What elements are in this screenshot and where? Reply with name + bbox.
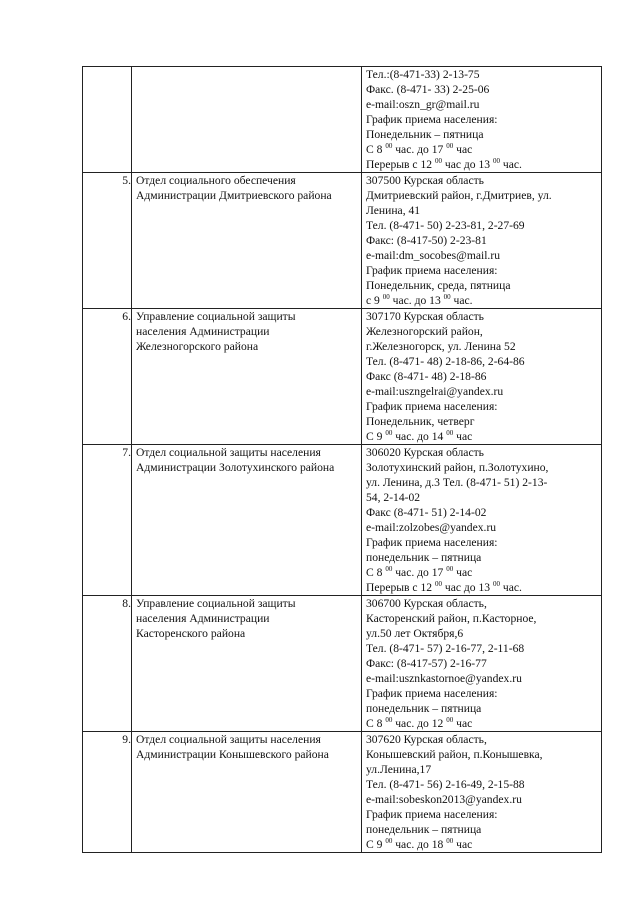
- contact-line: Тел. (8-471- 48) 2-18-86, 2-64-86: [366, 355, 525, 368]
- organization-line: Отдел социальной защиты населения: [136, 733, 321, 746]
- table-row: [83, 67, 602, 173]
- organization-name: [132, 67, 362, 173]
- contact-line: Факс: (8-417-50) 2-23-81: [366, 234, 487, 247]
- organization-line: населения Администрации: [136, 612, 270, 625]
- row-number: [83, 67, 132, 173]
- contact-line: Тел. (8-471- 57) 2-16-77, 2-11-68: [366, 642, 525, 655]
- contact-details: [362, 445, 602, 596]
- contact-line: понедельник – пятница: [366, 823, 482, 836]
- row-number: 5.: [83, 173, 132, 309]
- contact-line: понедельник – пятница: [366, 702, 482, 715]
- contact-details: [362, 173, 602, 309]
- contact-line: Факс: (8-417-57) 2-16-77: [366, 657, 487, 670]
- table-row: [83, 445, 602, 596]
- organization-name: [132, 173, 362, 309]
- contact-line: Факс. (8-471- 33) 2-25-06: [366, 83, 490, 96]
- contact-line: График приема населения:: [366, 264, 498, 277]
- organization-line: Касторенского района: [136, 627, 246, 640]
- contact-line: ул. Ленина, д.3 Тел. (8-471- 51) 2-13-: [366, 476, 548, 489]
- row-number: 6.: [83, 309, 132, 445]
- contact-line: ул.Ленина,17: [366, 763, 432, 776]
- contact-line: понедельник – пятница: [366, 551, 482, 564]
- contact-line: Факс (8-471- 48) 2-18-86: [366, 370, 487, 383]
- organization-line: Администрации Конышевского района: [136, 748, 329, 761]
- contact-line: 307500 Курская область: [366, 174, 484, 187]
- contact-line: С 8 $^{00}$ час. до 17 $^{00}$ час: [366, 565, 473, 579]
- contact-line: 54, 2-14-02: [366, 491, 421, 504]
- contact-line: Тел. (8-471- 56) 2-16-49, 2-15-88: [366, 778, 525, 791]
- contact-line: Железногорский район,: [366, 325, 483, 338]
- row-number: 9.: [83, 732, 132, 853]
- offices-table: [82, 66, 602, 853]
- contact-details: [362, 67, 602, 173]
- organization-name: [132, 309, 362, 445]
- organization-line: Администрации Золотухинского района: [136, 461, 335, 474]
- contact-line: График приема населения:: [366, 808, 498, 821]
- table-row: [83, 309, 602, 445]
- contact-line: График приема населения:: [366, 113, 498, 126]
- table-row: [83, 596, 602, 732]
- organization-line: Отдел социального обеспечения: [136, 174, 296, 187]
- contact-line: Тел.:(8-471-33) 2-13-75: [366, 68, 480, 81]
- contact-line: ул.50 лет Октября,6: [366, 627, 464, 640]
- contact-line: 307620 Курская область,: [366, 733, 487, 746]
- organization-name: [132, 732, 362, 853]
- contact-line: Касторенский район, п.Касторное,: [366, 612, 537, 625]
- organization-name: [132, 596, 362, 732]
- contact-line: Перерыв с 12 $^{00}$ час до 13 $^{00}$ час.: [366, 580, 522, 594]
- contact-details: [362, 309, 602, 445]
- contact-line: Перерыв с 12 $^{00}$ час до 13 $^{00}$ час.: [366, 157, 522, 171]
- contact-line: Тел. (8-471- 50) 2-23-81, 2-27-69: [366, 219, 525, 232]
- contact-line: г.Железногорск, ул. Ленина 52: [366, 340, 516, 353]
- contact-line: e-mail:oszn_gr@mail.ru: [366, 98, 480, 111]
- contact-line: Золотухинский район, п.Золотухино,: [366, 461, 549, 474]
- contact-line: Понедельник, среда, пятница: [366, 279, 511, 292]
- contact-line: С 9 $^{00}$ час. до 18 $^{00}$ час: [366, 837, 473, 851]
- contact-line: Ленина, 41: [366, 204, 421, 217]
- contact-line: Понедельник – пятница: [366, 128, 484, 141]
- row-number: 7.: [83, 445, 132, 596]
- contact-line: e-mail:usznkastornoe@yandex.ru: [366, 672, 522, 685]
- table-row: [83, 173, 602, 309]
- row-number: 8.: [83, 596, 132, 732]
- contact-line: Понедельник, четверг: [366, 415, 475, 428]
- organization-name: [132, 445, 362, 596]
- contact-line: e-mail:zolzobes@yandex.ru: [366, 521, 497, 534]
- contact-line: Дмитриевский район, г.Дмитриев, ул.: [366, 189, 552, 202]
- organization-line: Железногорского района: [136, 340, 259, 353]
- contact-line: С 8 $^{00}$ час. до 12 $^{00}$ час: [366, 716, 473, 730]
- contact-line: График приема населения:: [366, 536, 498, 549]
- contact-line: Конышевский район, п.Конышевка,: [366, 748, 543, 761]
- contact-line: e-mail:dm_socobes@mail.ru: [366, 249, 500, 262]
- contact-line: С 8 $^{00}$ час. до 17 $^{00}$ час: [366, 142, 473, 156]
- organization-line: населения Администрации: [136, 325, 270, 338]
- contact-line: График приема населения:: [366, 687, 498, 700]
- contact-details: [362, 732, 602, 853]
- contact-details: [362, 596, 602, 732]
- contact-line: e-mail:uszngelrai@yandex.ru: [366, 385, 504, 398]
- contact-line: 306020 Курская область: [366, 446, 484, 459]
- contact-line: График приема населения:: [366, 400, 498, 413]
- organization-line: Отдел социальной защиты населения: [136, 446, 321, 459]
- contact-line: С 9 $^{00}$ час. до 14 $^{00}$ час: [366, 429, 473, 443]
- contact-line: с 9 $^{00}$ час. до 13 $^{00}$ час.: [366, 293, 473, 307]
- contact-line: 307170 Курская область: [366, 310, 484, 323]
- contact-line: 306700 Курская область,: [366, 597, 487, 610]
- organization-line: Управление социальной защиты: [136, 310, 296, 323]
- contact-line: Факс (8-471- 51) 2-14-02: [366, 506, 487, 519]
- organization-line: Управление социальной защиты: [136, 597, 296, 610]
- table-row: [83, 732, 602, 853]
- organization-line: Администрации Дмитриевского района: [136, 189, 332, 202]
- contact-line: e-mail:sobeskon2013@yandex.ru: [366, 793, 522, 806]
